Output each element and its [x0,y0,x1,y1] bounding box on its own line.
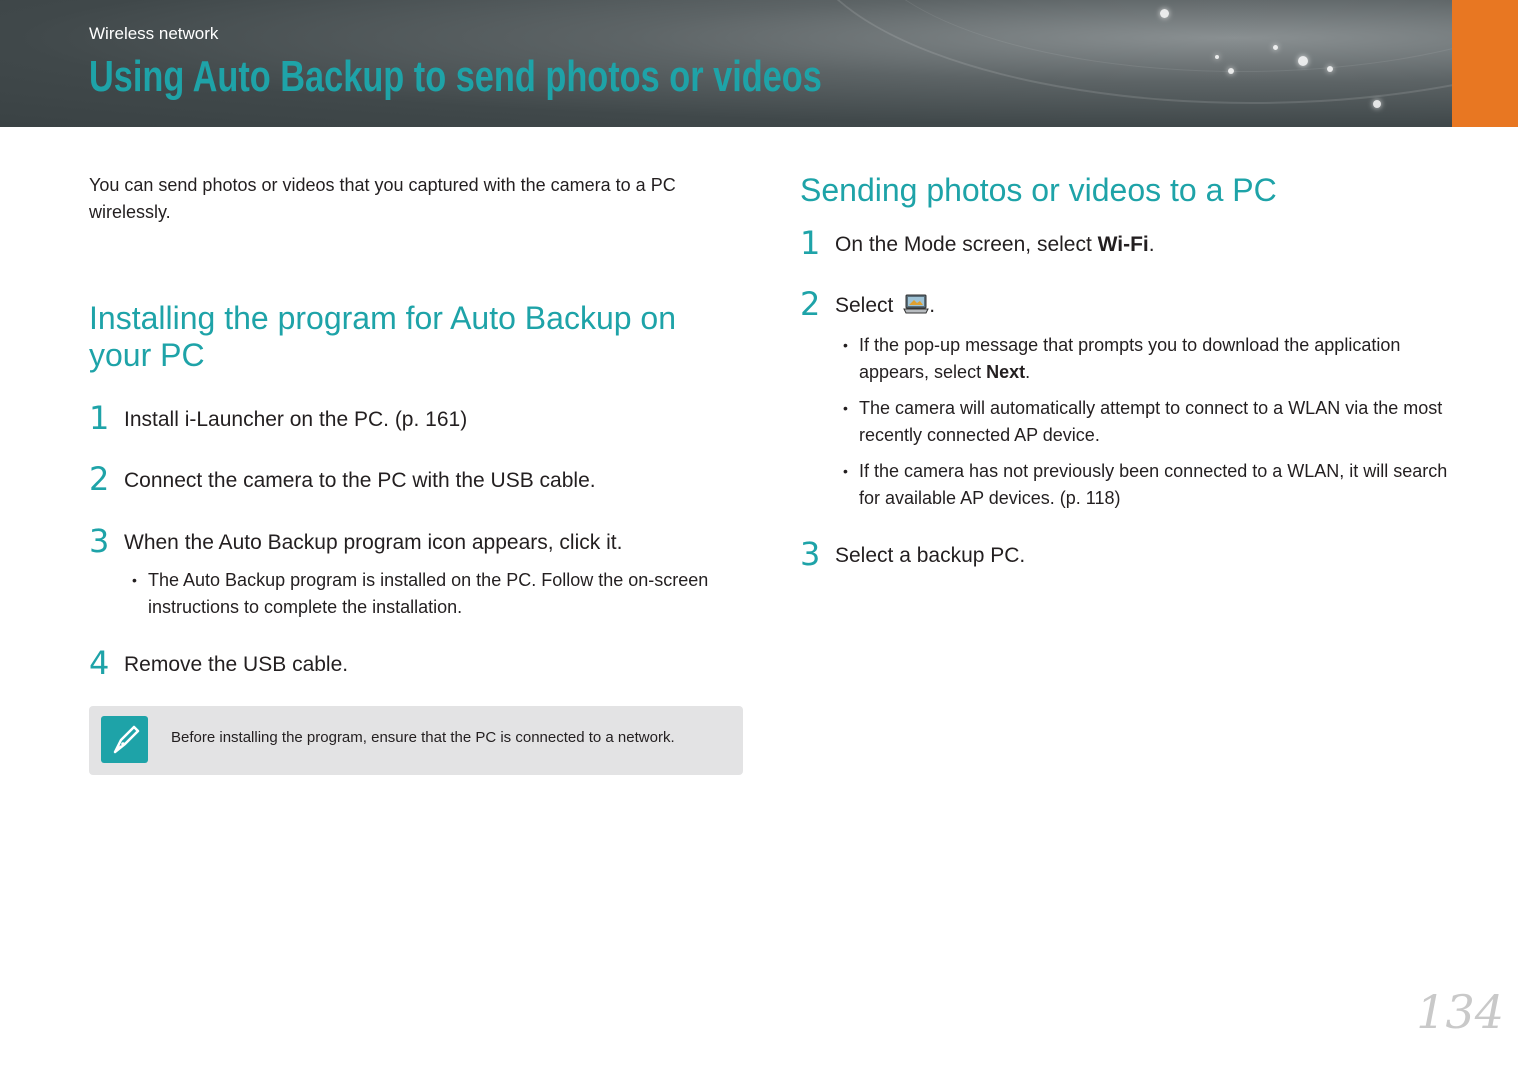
step-number: 3 [89,522,110,560]
note-text: Before installing the program, ensure that the PC is connected to a network. [171,729,675,746]
next-button-label: Next [986,362,1026,382]
send-step-2-bullet-2: • The camera will automatically attempt to connect to a WLAN via the most recently connected AP device. [835,395,1450,449]
install-step-3 [89,522,744,560]
header-light-dot [1160,9,1169,18]
send-heading: Sending photos or videos to a PC [800,172,1277,208]
send-step-2-bullet-3: • If the camera has not previously been connected to a WLAN, it will search for available AP devices. (p. 118) [835,458,1450,512]
step-number: 4 [89,644,110,682]
header-light-dot [1273,45,1278,50]
step-text-suffix: . [929,294,936,317]
install-step-1 [89,399,744,437]
bullet-text-suffix: . [1025,362,1031,382]
header-light-dot [1298,56,1308,66]
step-text: Remove the USB cable. [124,653,349,676]
header-light-dot [1215,55,1219,59]
right-column [800,172,1450,573]
step-text-suffix: . [1148,233,1155,256]
install-heading: Installing the program for Auto Backup on your PC [89,300,677,373]
section-label: Wireless network [89,24,219,43]
step-text-prefix: On the Mode screen, select [835,233,1098,256]
chapter-tab [1452,0,1518,127]
page-header [0,0,1452,127]
step-text: Install i-Launcher on the PC. (p. 161) [124,408,468,431]
step-text: Select a backup PC. [835,544,1026,567]
send-step-2-bullet-1 [835,332,1450,386]
header-light-dot [1373,100,1381,108]
left-column [89,172,744,682]
intro-text: You can send photos or videos that you captured with the camera to a PC wirelessly. [89,175,676,222]
step-number: 2 [800,285,821,323]
page-title: Using Auto Backup to send photos or videos [89,52,822,101]
install-step-2 [89,460,744,498]
step-number: 1 [800,224,821,262]
install-step-4 [89,644,744,682]
note-box [89,706,743,775]
send-step-2 [800,285,1450,323]
step-number: 1 [89,399,110,437]
pen-nib-icon [101,716,148,763]
step-number: 3 [800,535,821,573]
wifi-mode-label: Wi-Fi [1097,233,1149,256]
step-number: 2 [89,460,110,498]
bullet-text: If the pop-up message that prompts you to download the application appears, select [859,335,1401,382]
send-step-3 [800,535,1450,573]
page-number: 134 [1416,985,1504,1039]
install-step-3-bullet: • The Auto Backup program is installed on the PC. Follow the on-screen instructions to complete the installation. [124,567,744,621]
step-text: When the Auto Backup program icon appears, click it. [124,531,623,554]
header-light-dot [1228,68,1234,74]
step-text: Connect the camera to the PC with the USB cable. [124,469,596,492]
header-light-dot [1327,66,1333,72]
step-text-prefix: Select [835,294,900,317]
auto-backup-laptop-icon [903,293,929,315]
send-step-1 [800,224,1450,262]
